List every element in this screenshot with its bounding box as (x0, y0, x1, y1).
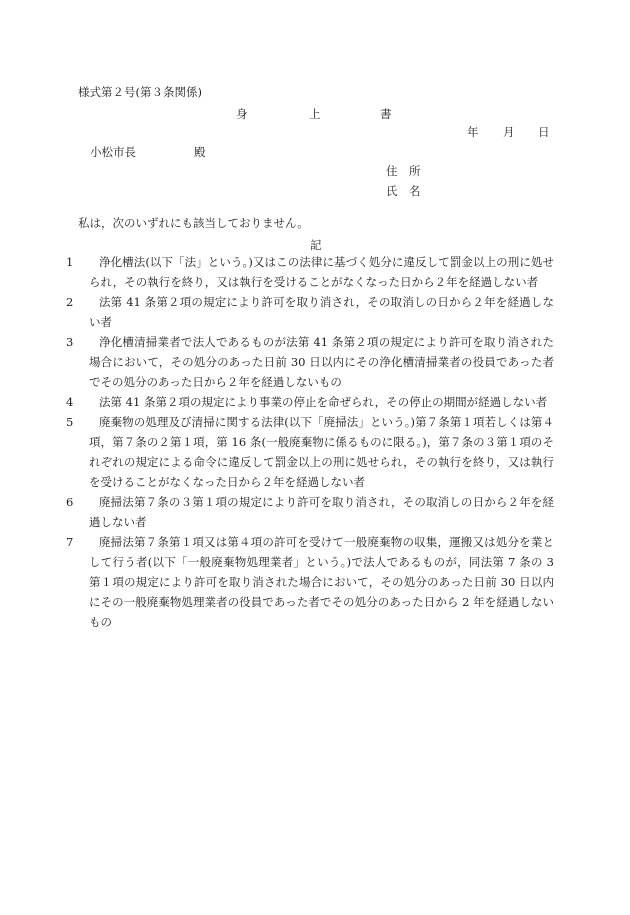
statement: 私は，次のいずれにも該当しておりません。 (78, 216, 309, 230)
list-item (66, 332, 554, 392)
item-text: 法第 41 条第２項の規定により事業の停止を命ぜられ，その停止の期間が経過しない者 (99, 395, 548, 409)
date-year: 年 (467, 125, 479, 139)
address-label: 住 所 (386, 164, 421, 178)
date-day: 日 (538, 125, 550, 139)
item-text: 廃棄物の処理及び清掃に関する法律(以下「廃掃法」という。)第７条第１項若しくは第４項，第７条の２第１項，第 16 条(一般廃棄物に係るものに限る。)，第７条の３第１項のそれぞれの規定による命令に違反して罰金以上の刑に処せられ，その執行を終り，又は執行を受けることがなくなった日から２年を経過しない者 (89, 415, 554, 489)
title-char: 書 (380, 107, 392, 121)
list-item (66, 412, 554, 492)
addressee (90, 144, 206, 160)
date-line (0, 124, 630, 140)
item-number: 7 (66, 535, 74, 549)
item-number: 5 (66, 415, 74, 429)
addressee-name: 小松市長 (90, 145, 136, 159)
list-item (66, 392, 554, 412)
item-text: 法第 41 条第２項の規定により許可を取り消され，その取消しの日から２年を経過しない者 (89, 295, 554, 329)
ki-heading: 記 (310, 238, 322, 252)
title-char: 上 (309, 107, 321, 121)
date-month: 月 (503, 125, 515, 139)
title-char: 身 (236, 107, 248, 121)
item-number: 4 (66, 395, 74, 409)
list-item (66, 532, 554, 632)
item-text: 廃掃法第７条第１項又は第４項の許可を受けて一般廃棄物の収集，運搬又は処分を業として行う者(以下「一般廃棄物処理業者」という。)で法人であるものが，同法第 7 条の 3 第１項の規定により許可を取り消された場合において，その処分のあった日前 30 日以内にその一般廃棄物処理業者の役員であった者でその処分のあった日から 2 年を経過しないもの (89, 535, 554, 629)
form-number: 様式第２号(第３条関係) (78, 85, 202, 99)
name-label: 氏 名 (386, 184, 421, 198)
item-number: 3 (66, 335, 74, 349)
list-item (66, 292, 554, 332)
item-text: 廃掃法第７条の３第１項の規定により許可を取り消され，その取消しの日から２年を経過しない者 (89, 495, 554, 529)
list-item (66, 252, 554, 292)
addressee-honorific: 殿 (194, 145, 206, 159)
conditions-list (66, 252, 554, 632)
list-item (66, 492, 554, 532)
item-number: 2 (66, 295, 74, 309)
item-text: 浄化槽法(以下「法」という。)又はこの法律に基づく処分に違反して罰金以上の刑に処せられ，その執行を終り，又は執行を受けることがなくなった日から２年を経過しない者 (89, 255, 554, 289)
item-text: 浄化槽清掃業者で法人であるものが法第 41 条第２項の規定により許可を取り消された場合において，その処分のあった日前 30 日以内にその浄化槽清掃業者の役員であった者でその処分のあった日から２年を経過しないもの (89, 335, 554, 389)
item-number: 1 (66, 255, 74, 269)
item-number: 6 (66, 495, 74, 509)
document-title (0, 106, 630, 122)
